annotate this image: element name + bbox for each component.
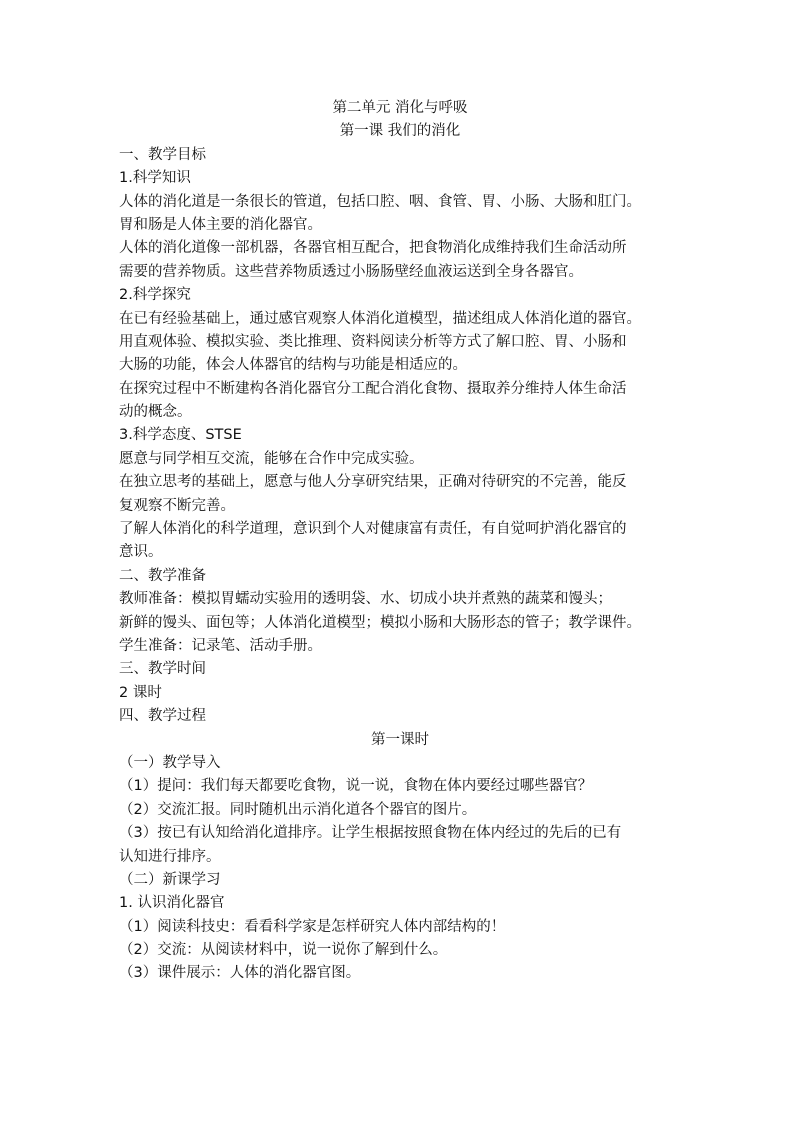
heading-teaching-preparation: 二、教学准备 [119, 567, 206, 584]
text-line: （1）提问：我们每天都要吃食物，说一说，食物在体内要经过哪些器官？ [119, 778, 593, 795]
text-line: 胃和肠是人体主要的消化器官。 [119, 216, 322, 233]
text-line: （1）阅读科技史：看看科学家是怎样研究人体内部结构的！ [119, 918, 506, 935]
text-line: 人体的消化道像一部机器，各器官相互配合，把食物消化成维持我们生命活动所 [119, 240, 627, 257]
text-line: （2）交流汇报。同时随机出示消化道各个器官的图片。 [119, 801, 477, 818]
heading-teaching-goals: 一、教学目标 [119, 146, 206, 163]
subheading-introduction: （一）教学导入 [119, 754, 221, 771]
text-line: 需要的营养物质。这些营养物质透过小肠肠壁经血液运送到全身各器官。 [119, 263, 583, 280]
text-line: 人体的消化道是一条很长的管道，包括口腔、咽、食管、胃、小肠、大肠和肛门。 [119, 193, 641, 210]
unit-title: 第二单元 消化与呼吸 [332, 100, 468, 116]
text-line: 认知进行排序。 [119, 848, 221, 865]
text-line: 复观察不断完善。 [119, 497, 235, 514]
text-line: 学生准备：记录笔、活动手册。 [119, 637, 322, 654]
document-page [119, 97, 681, 986]
heading-teaching-time: 三、教学时间 [119, 661, 206, 678]
text-line: （3）课件展示：人体的消化器官图。 [119, 965, 361, 982]
heading-teaching-process: 四、教学过程 [119, 708, 206, 725]
text-line: 大肠的功能，体会人体器官的结构与功能是相适应的。 [119, 357, 467, 374]
subheading-science-inquiry: 2.科学探究 [119, 287, 191, 304]
text-line: 在已有经验基础上，通过感官观察人体消化道模型，描述组成人体消化道的器官。 [119, 310, 641, 327]
subheading-science-attitude: 3.科学态度、STSE [119, 427, 242, 444]
text-line: 在独立思考的基础上，愿意与他人分享研究结果，正确对待研究的不完善，能反 [119, 474, 627, 491]
lesson-title: 第一课 我们的消化 [339, 123, 461, 140]
text-line: 在探究过程中不断建构各消化器官分工配合消化食物、摄取养分维持人体生命活 [119, 380, 627, 397]
text-line: 了解人体消化的科学道理，意识到个人对健康富有责任，有自觉呵护消化器官的 [119, 521, 627, 538]
text-line: 意识。 [119, 544, 163, 561]
text-line: 教师准备：模拟胃蠕动实验用的透明袋、水、切成小块并煮熟的蔬菜和馒头； [119, 591, 612, 608]
text-line: （3）按已有认知给消化道排序。让学生根据按照食物在体内经过的先后的已有 [119, 825, 622, 842]
text-line: 2 课时 [119, 684, 162, 701]
subheading-science-knowledge: 1.科学知识 [119, 170, 191, 187]
text-line: 新鲜的馒头、面包等；人体消化道模型；模拟小肠和大肠形态的管子；教学课件。 [119, 614, 641, 631]
session-title: 第一课时 [371, 731, 429, 748]
text-line: （2）交流：从阅读材料中，说一说你了解到什么。 [119, 942, 448, 959]
text-line: 愿意与同学相互交流，能够在合作中完成实验。 [119, 450, 424, 467]
text-line: 用直观体验、模拟实验、类比推理、资料阅读分析等方式了解口腔、胃、小肠和 [119, 333, 627, 350]
subheading-new-lesson: （二）新课学习 [119, 871, 221, 888]
subheading-digestive-organs: 1. 认识消化器官 [119, 895, 225, 912]
text-line: 动的概念。 [119, 404, 192, 421]
